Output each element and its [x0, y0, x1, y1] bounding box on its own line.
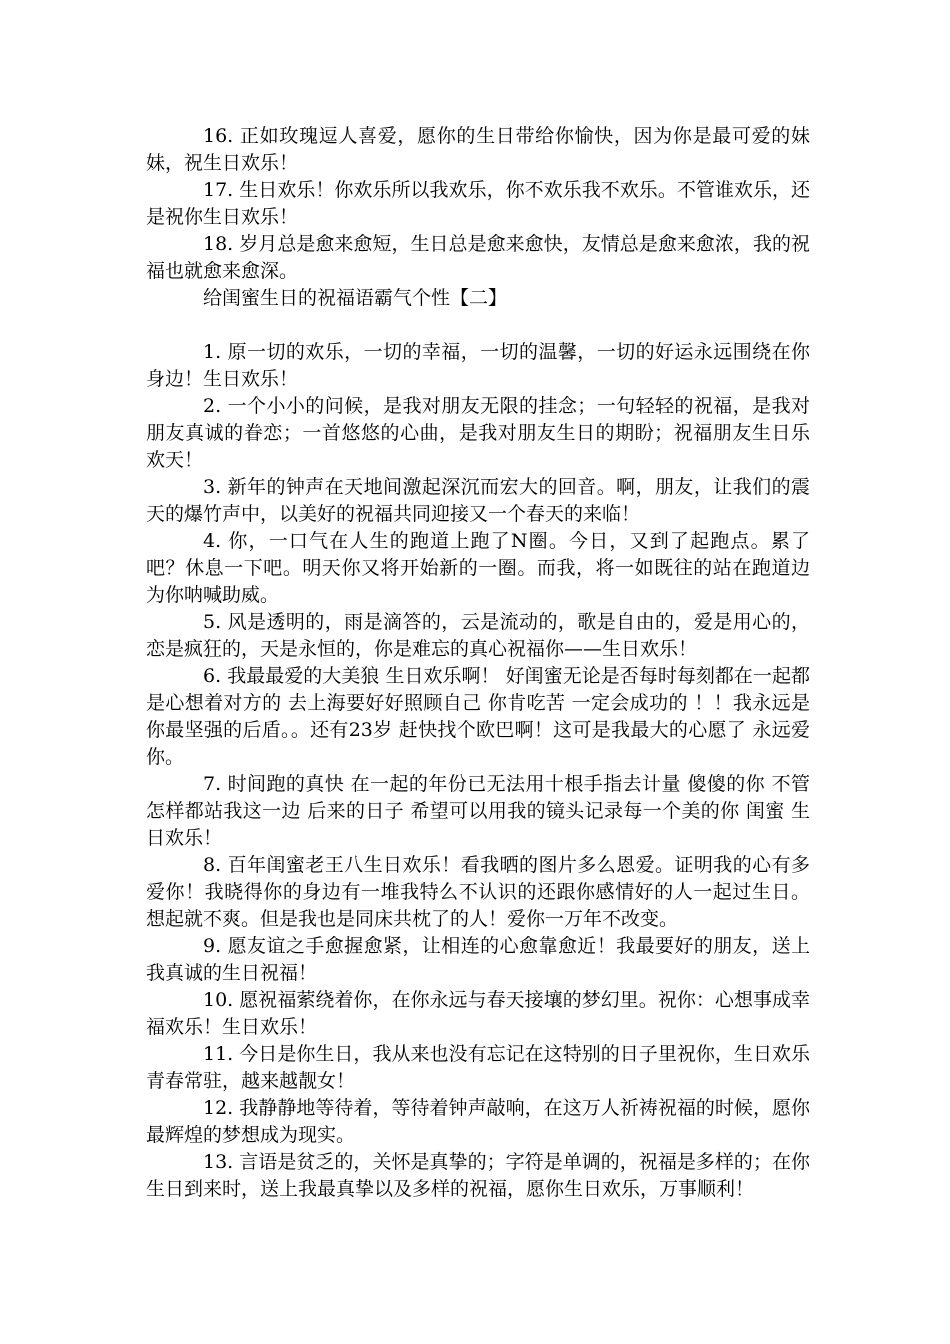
- wish-paragraph-11: 11. 今日是你生日，我从来也没有忘记在这特别的日子里祝你，生日欢乐青春常驻，越来越靓女！: [146, 1043, 810, 1092]
- wish-paragraph-9: 9. 愿友谊之手愈握愈紧，让相连的心愈靠愈近！我最要好的朋友，送上我真诚的生日祝福！: [146, 935, 810, 984]
- wish-paragraph-12: 12. 我静静地等待着，等待着钟声敲响，在这万人祈祷祝福的时候，愿你最辉煌的梦想成为现实。: [146, 1097, 810, 1146]
- section-heading: 给闺蜜生日的祝福语霸气个性【二】: [203, 287, 508, 309]
- wish-paragraph-5: 5. 风是透明的，雨是滴答的，云是流动的，歌是自由的，爱是用心的，恋是疯狂的，天是永恒的，你是难忘的真心祝福你——生日欢乐！: [146, 611, 810, 660]
- document-page: [146, 123, 810, 1203]
- wish-paragraph-3: 3. 新年的钟声在天地间激起深沉而宏大的回音。啊，朋友，让我们的震天的爆竹声中，以美好的祝福共同迎接又一个春天的来临！: [146, 476, 810, 525]
- wish-paragraph-4: 4. 你，一口气在人生的跑道上跑了N圈。今日，又到了起跑点。累了吧？休息一下吧。明天你又将开始新的一圈。而我，将一如既往的站在跑道边为你呐喊助威。: [146, 530, 810, 606]
- wish-paragraph-17: 17. 生日欢乐！你欢乐所以我欢乐，你不欢乐我不欢乐。不管谁欢乐，还是祝你生日欢乐！: [146, 179, 810, 228]
- wish-paragraph-2: 2. 一个小小的问候，是我对朋友无限的挂念；一句轻轻的祝福，是我对朋友真诚的眷恋；一首悠悠的心曲，是我对朋友生日的期盼；祝福朋友生日乐欢天！: [146, 395, 810, 471]
- wish-paragraph-6: 6. 我最最爱的大美狼 生日欢乐啊！ 好闺蜜无论是否每时每刻都在一起都是心想着对方的 去上海要好好照顾自己 你肯吃苦 一定会成功的 ！！我永远是你最坚强的后盾。。还有23岁 赶快找个欧巴啊！这可是我最大的心愿了 永远爱你。: [146, 665, 810, 768]
- wish-paragraph-10: 10. 愿祝福萦绕着你，在你永远与春天接壤的梦幻里。祝你：心想事成幸福欢乐！生日欢乐！: [146, 989, 810, 1038]
- wish-paragraph-8: 8. 百年闺蜜老王八生日欢乐！看我晒的图片多么恩爱。证明我的心有多爱你！我晓得你的身边有一堆我特么不认识的还跟你感情好的人一起过生日。想起就不爽。但是我也是同床共枕了的人！爱你一万年不改变。: [146, 854, 810, 930]
- wish-paragraph-7: 7. 时间跑的真快 在一起的年份已无法用十根手指去计量 傻傻的你 不管怎样都站我这一边 后来的日子 希望可以用我的镜头记录每一个美的你 闺蜜 生日欢乐！: [146, 773, 810, 849]
- wish-paragraph-18: 18. 岁月总是愈来愈短，生日总是愈来愈快，友情总是愈来愈浓，我的祝福也就愈来愈深。: [146, 233, 810, 282]
- wish-paragraph-16: 16. 正如玫瑰逗人喜爱，愿你的生日带给你愉快，因为你是最可爱的妹妹，祝生日欢乐！: [146, 125, 810, 174]
- wish-paragraph-1: 1. 原一切的欢乐，一切的幸福，一切的温馨，一切的好运永远围绕在你身边！生日欢乐！: [146, 341, 810, 390]
- wish-paragraph-13: 13. 言语是贫乏的，关怀是真挚的；字符是单调的，祝福是多样的；在你生日到来时，送上我最真挚以及多样的祝福，愿你生日欢乐，万事顺利！: [146, 1151, 810, 1200]
